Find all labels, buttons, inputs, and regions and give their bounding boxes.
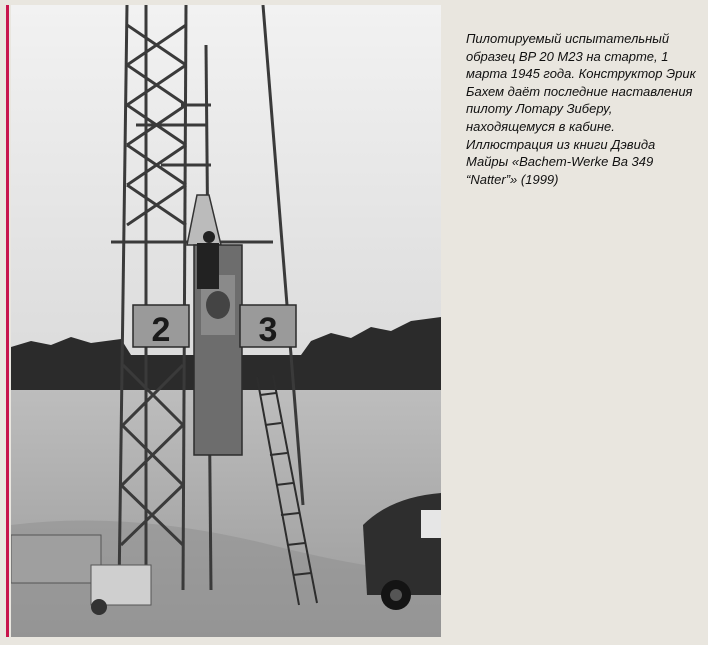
equipment-shed <box>11 535 101 583</box>
photo-caption: Пилотируемый испытательный образец BP 20 M23 на старте, 1 марта 1945 года. Конструктор Эрик Бахем даёт последние наставления пилоту Лотару Зиберу, находящемуся в кабине. Иллюстрация из книги Дэвида Майры «Bachem-Werke Ba 349 “Natter”» (1999) <box>466 31 696 187</box>
wing-marking-left: 2 <box>151 311 171 349</box>
launch-photo <box>11 5 441 637</box>
accent-bar <box>6 5 9 637</box>
wing-marking-right: 3 <box>258 311 278 349</box>
